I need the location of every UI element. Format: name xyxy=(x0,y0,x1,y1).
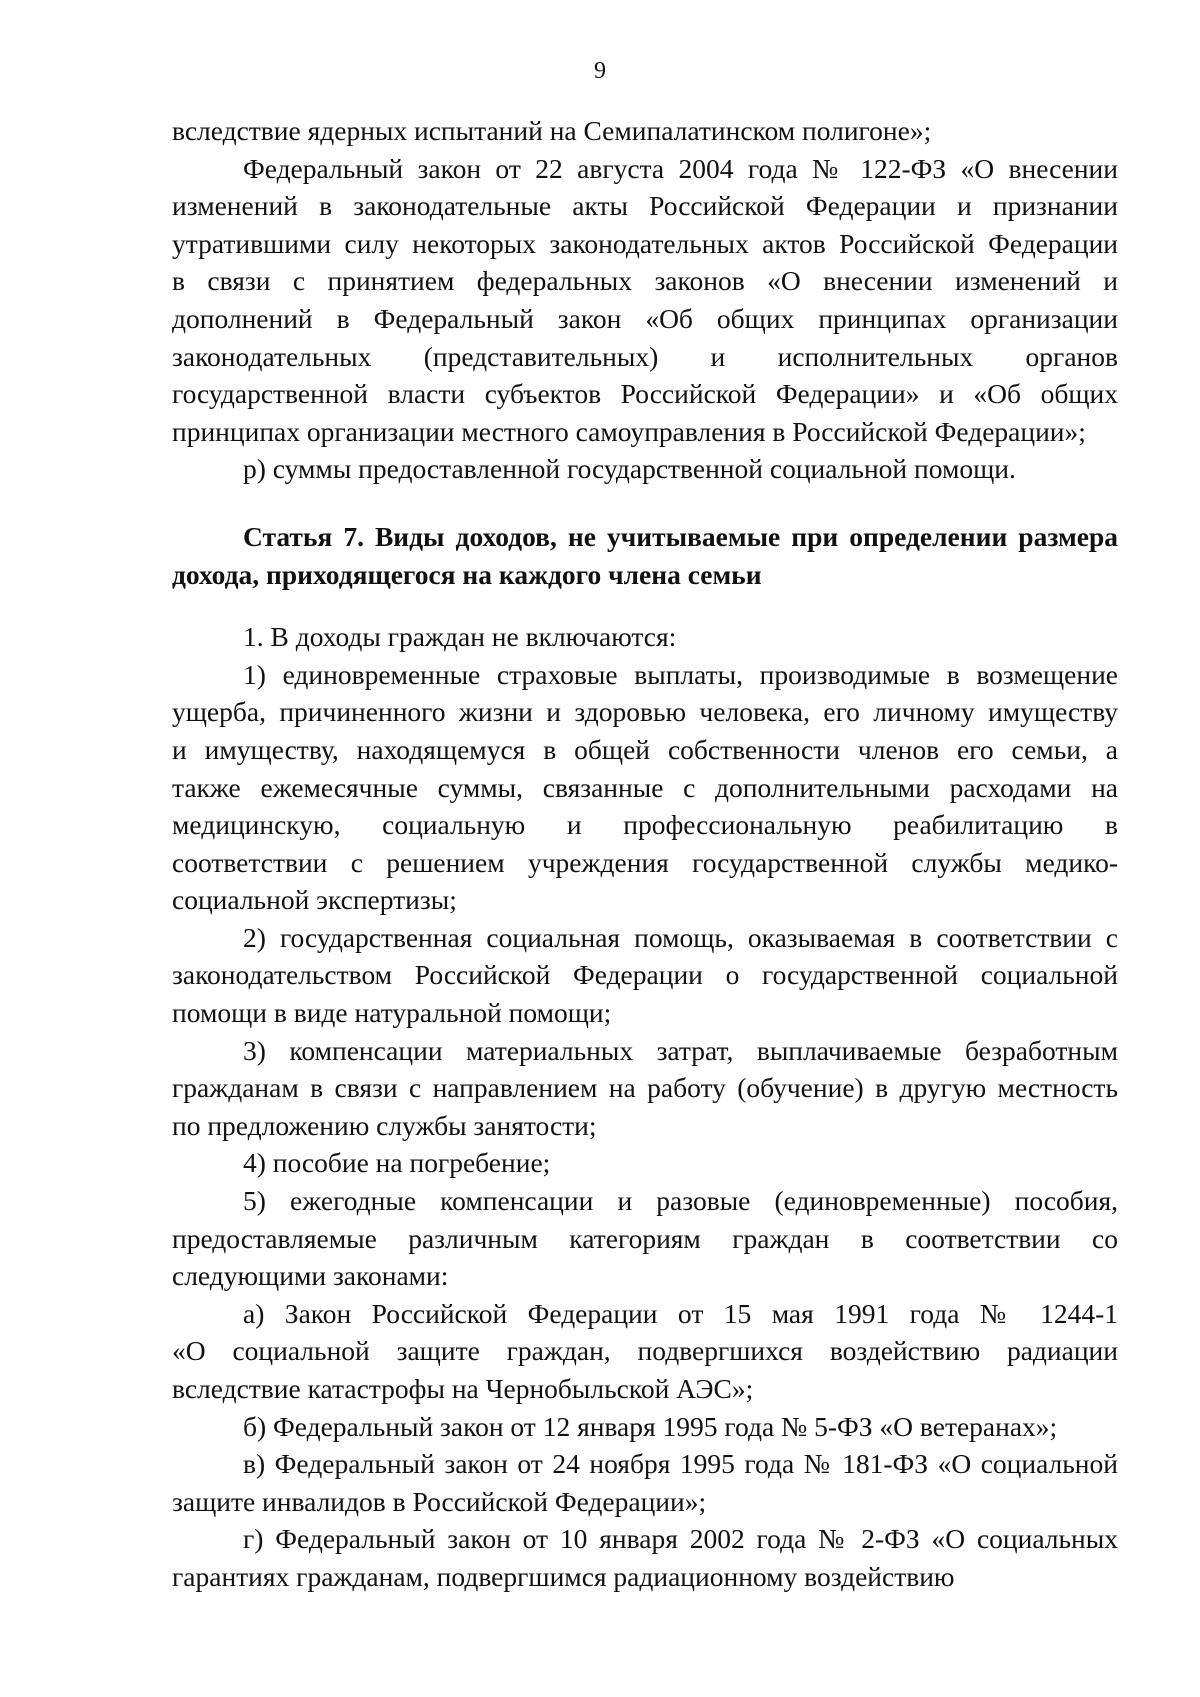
paragraph-line: вследствие катастрофы на Чернобыльской АЭС»; xyxy=(172,1373,754,1404)
paragraph-line: защите инвалидов в Российской Федерации»; xyxy=(172,1485,707,1517)
article-heading-line: дохода, приходящегося на каждого члена семьи xyxy=(172,558,762,590)
paragraph-line: Федеральный закон от 22 августа 2004 года № 122-ФЗ «О внесении xyxy=(243,152,1118,184)
paragraph-line: следующими законами: xyxy=(172,1260,449,1292)
paragraph-line: медицинскую, социальную и профессиональную реабилитацию в xyxy=(172,809,1118,841)
paragraph-line: г) Федеральный закон от 10 января 2002 года № 2-ФЗ «О социальных xyxy=(243,1523,1118,1555)
paragraph xyxy=(172,1295,1118,1408)
paragraph xyxy=(172,150,1118,451)
paragraph-line: в связи с принятием федеральных законов «О внесении изменений и xyxy=(172,265,1118,297)
paragraph-line: 1. В доходы граждан не включаются: xyxy=(243,621,677,653)
paragraph-line: б) Федеральный закон от 12 января 1995 года № 5-ФЗ «О ветеранах»; xyxy=(243,1410,1058,1442)
paragraph-line: социальной экспертизы; xyxy=(172,884,457,916)
paragraph-line: дополнений в Федеральный закон «Об общих принципах организации xyxy=(172,302,1118,334)
spacer xyxy=(172,593,1118,618)
document-body xyxy=(172,112,1118,1596)
paragraph-line: 3) компенсации материальных затрат, выплачиваемые безработным xyxy=(243,1034,1118,1066)
paragraph-line: законодательных (представительных) и исполнительных органов xyxy=(172,340,1118,372)
paragraph-line: предоставляемые различным категориям граждан в соответствии со xyxy=(172,1222,1118,1254)
paragraph-line: по предложению службы занятости; xyxy=(172,1109,597,1141)
paragraph xyxy=(172,618,1118,656)
paragraph xyxy=(172,919,1118,1032)
paragraph-line: законодательством Российской Федерации о государственной социальной xyxy=(172,959,1118,991)
paragraph xyxy=(172,1182,1118,1295)
paragraph-line: также ежемесячные суммы, связанные с дополнительными расходами на xyxy=(172,771,1118,803)
article-heading-line: Статья 7. Виды доходов, не учитываемые при определении размера xyxy=(243,520,1118,552)
paragraph xyxy=(172,1408,1118,1446)
paragraph xyxy=(172,450,1118,488)
paragraph-line: 2) государственная социальная помощь, оказываемая в соответствии с xyxy=(243,921,1118,953)
paragraph-line: и имуществу, находящемуся в общей собственности членов его семьи, а xyxy=(172,733,1118,765)
paragraph-line: в) Федеральный закон от 24 ноября 1995 года № 181-ФЗ «О социальной xyxy=(243,1448,1118,1480)
paragraph xyxy=(172,1445,1118,1520)
paragraph-line: соответствии с решением учреждения государственной службы медико- xyxy=(172,846,1118,878)
paragraph-line: государственной власти субъектов Российской Федерации» и «Об общих xyxy=(172,378,1118,410)
paragraph-line: а) Закон Российской Федерации от 15 мая 1991 года № 1244-1 xyxy=(243,1297,1118,1329)
spacer xyxy=(172,488,1118,518)
paragraph-line: р) суммы предоставленной государственной социальной помощи. xyxy=(243,453,1016,485)
paragraph-line: помощи в виде натуральной помощи; xyxy=(172,997,612,1029)
article-heading xyxy=(172,518,1118,593)
paragraph-line: 4) пособие на погребение; xyxy=(243,1147,551,1179)
paragraph-line: изменений в законодательные акты Российской Федерации и признании xyxy=(172,190,1118,222)
paragraph xyxy=(172,112,1118,150)
paragraph-line: гражданам в связи с направлением на работу (обучение) в другую местность xyxy=(172,1072,1118,1104)
page-number: 9 xyxy=(594,58,606,84)
paragraph-line: ущерба, причиненного жизни и здоровью человека, его личному имуществу xyxy=(172,696,1118,728)
paragraph-line: принципах организации местного самоуправления в Российской Федерации»; xyxy=(172,415,1086,447)
paragraph xyxy=(172,1520,1118,1595)
paragraph xyxy=(172,1032,1118,1145)
paragraph-line: вследствие ядерных испытаний на Семипалатинском полигоне»; xyxy=(172,115,932,146)
paragraph-line: гарантиях гражданам, подвергшимся радиационному воздействию xyxy=(172,1560,955,1592)
paragraph-line: 5) ежегодные компенсации и разовые (единовременные) пособия, xyxy=(243,1185,1118,1217)
paragraph xyxy=(172,656,1118,919)
paragraph-line: «О социальной защите граждан, подвергшихся воздействию радиации xyxy=(172,1335,1118,1367)
paragraph xyxy=(172,1144,1118,1182)
paragraph-line: утратившими силу некоторых законодательных актов Российской Федерации xyxy=(172,227,1118,259)
paragraph-line: 1) единовременные страховые выплаты, производимые в возмещение xyxy=(243,658,1118,690)
